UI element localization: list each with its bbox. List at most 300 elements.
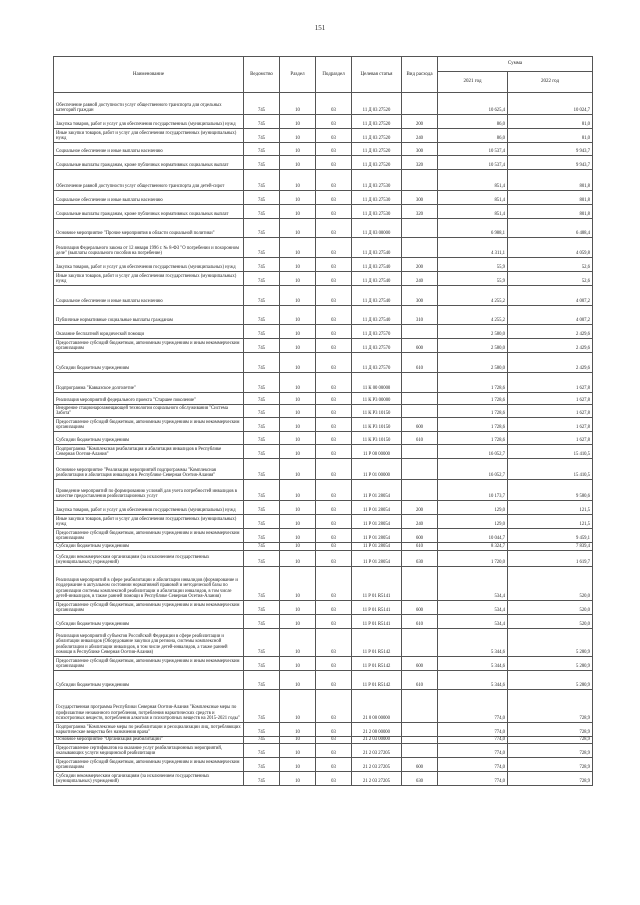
row-department-cell: 745: [244, 93, 280, 115]
row-target-cell: 21 2 00 00000: [352, 723, 402, 737]
row-year1-cell: 1 728,6: [438, 393, 508, 405]
row-expense-type-cell: 600: [402, 339, 438, 353]
row-target-cell: 11 Д 03 27540: [352, 272, 402, 286]
row-name-cell: Государственная программа Республики Северная Осетия-Алания "Комплексные меры по профилактике незаконного потребления, потребления наркотических средств и психотропных веществ, потребления алкоголя и психотропных веществ на 2015-2021 годы": [54, 690, 244, 723]
row-year2-cell: 4 059,8: [508, 238, 593, 258]
row-year2-cell: 9 580,6: [508, 480, 593, 501]
row-year1-cell: 534,4: [438, 601, 508, 615]
row-subsection-cell: 03: [316, 543, 352, 551]
row-department-cell: 745: [244, 737, 280, 744]
row-year2-cell: 5 280,9: [508, 629, 593, 657]
row-expense-type-cell: 600: [402, 601, 438, 615]
row-year2-cell: 728,9: [508, 772, 593, 786]
row-subsection-cell: 03: [316, 629, 352, 657]
row-subsection-cell: 03: [316, 432, 352, 445]
row-section-cell: 10: [280, 551, 316, 567]
row-year2-cell: 2 429,6: [508, 325, 593, 339]
row-subsection-cell: 03: [316, 170, 352, 191]
row-section-cell: 10: [280, 353, 316, 373]
table-row: [54, 258, 593, 272]
row-subsection-cell: 03: [316, 772, 352, 786]
row-subsection-cell: 03: [316, 353, 352, 373]
row-year2-cell: 1 627,8: [508, 373, 593, 393]
header-year2: 2022 год: [508, 72, 593, 93]
row-year2-cell: 1 627,8: [508, 432, 593, 445]
row-target-cell: 11 К P3 10150: [352, 432, 402, 445]
table-row: [54, 601, 593, 615]
row-target-cell: 11 Р 01 R5141: [352, 567, 402, 601]
row-name-cell: Основное мероприятие "Прочие мероприятия в области социальной политики": [54, 219, 244, 238]
row-year1-cell: 774,0: [438, 744, 508, 758]
row-subsection-cell: 03: [316, 445, 352, 459]
row-year1-cell: 10 173,7: [438, 480, 508, 501]
table-row: [54, 115, 593, 129]
row-target-cell: 11 Р 01 R5141: [352, 601, 402, 615]
row-expense-type-cell: 600: [402, 758, 438, 772]
row-subsection-cell: 03: [316, 325, 352, 339]
table-row: [54, 567, 593, 601]
row-expense-type-cell: 300: [402, 143, 438, 156]
row-subsection-cell: 03: [316, 690, 352, 723]
row-section-cell: 10: [280, 601, 316, 615]
row-year2-cell: 5 280,9: [508, 657, 593, 671]
row-section-cell: 10: [280, 529, 316, 543]
row-subsection-cell: 03: [316, 339, 352, 353]
row-target-cell: 11 К 00 00000: [352, 373, 402, 393]
row-expense-type-cell: 320: [402, 156, 438, 170]
row-year1-cell: 10 625,4: [438, 93, 508, 115]
row-department-cell: 745: [244, 129, 280, 143]
row-section-cell: 10: [280, 129, 316, 143]
header-section: Раздел: [280, 57, 316, 93]
row-section-cell: 10: [280, 143, 316, 156]
row-subsection-cell: 03: [316, 143, 352, 156]
row-subsection-cell: 03: [316, 129, 352, 143]
row-year1-cell: 1 728,6: [438, 405, 508, 418]
row-name-cell: Основное мероприятие "Реализация мероприятий подпрограммы "Комплексная реабилитация и абилитация инвалидов в Республике Северная Осетия-Алания": [54, 459, 244, 480]
row-section-cell: 10: [280, 690, 316, 723]
row-name-cell: Внедрение стационарозамещающей технологии социального обслуживания "Система Забота": [54, 405, 244, 418]
row-department-cell: 745: [244, 543, 280, 551]
table-row: [54, 219, 593, 238]
row-department-cell: 745: [244, 567, 280, 601]
row-department-cell: 745: [244, 501, 280, 515]
row-subsection-cell: 03: [316, 501, 352, 515]
row-target-cell: 11 Д 03 27570: [352, 339, 402, 353]
row-year1-cell: 774,0: [438, 737, 508, 744]
row-target-cell: 11 Р 01 28054: [352, 543, 402, 551]
row-department-cell: 745: [244, 432, 280, 445]
row-target-cell: 21 2 03 00000: [352, 737, 402, 744]
row-year1-cell: 1 728,6: [438, 373, 508, 393]
row-name-cell: Субсидии некоммерческим организациям (за исключением государственных (муниципальных) учреждений): [54, 772, 244, 786]
row-subsection-cell: 03: [316, 272, 352, 286]
row-department-cell: 745: [244, 373, 280, 393]
row-year2-cell: 4 007,2: [508, 306, 593, 325]
row-year1-cell: 4 311,1: [438, 238, 508, 258]
row-year1-cell: 6 988,1: [438, 219, 508, 238]
row-year1-cell: 851,4: [438, 205, 508, 219]
row-target-cell: 11 Д 03 27520: [352, 93, 402, 115]
row-department-cell: 745: [244, 515, 280, 529]
row-year1-cell: 534,4: [438, 615, 508, 629]
row-subsection-cell: 03: [316, 723, 352, 737]
header-year1: 2021 год: [438, 72, 508, 93]
row-name-cell: Субсидии некоммерческим организациям (за исключением государственных (муниципальных) учреждений): [54, 551, 244, 567]
row-year2-cell: 520,0: [508, 615, 593, 629]
row-year2-cell: 5 280,9: [508, 671, 593, 690]
row-year1-cell: 129,0: [438, 515, 508, 529]
budget-table: [53, 56, 593, 786]
row-department-cell: 745: [244, 325, 280, 339]
row-target-cell: 21 2 03 27205: [352, 744, 402, 758]
row-expense-type-cell: 600: [402, 418, 438, 432]
row-subsection-cell: 03: [316, 286, 352, 306]
row-section-cell: 10: [280, 758, 316, 772]
table-row: [54, 170, 593, 191]
row-target-cell: 11 К P3 00000: [352, 393, 402, 405]
row-year2-cell: 6 488,4: [508, 219, 593, 238]
row-year2-cell: 81,0: [508, 129, 593, 143]
table-row: [54, 737, 593, 744]
table-row: [54, 205, 593, 219]
row-name-cell: Реализация Федерального закона от 12 января 1996 г. № 8-ФЗ "О погребении и похоронном деле" (выплаты социального пособия на погребение): [54, 238, 244, 258]
row-target-cell: 11 Д 03 27520: [352, 156, 402, 170]
row-section-cell: 10: [280, 501, 316, 515]
table-row: [54, 445, 593, 459]
row-department-cell: 745: [244, 772, 280, 786]
row-year2-cell: 520,0: [508, 601, 593, 615]
row-name-cell: Предоставление субсидий бюджетным, автономным учреждениям и иным некоммерческим организациям: [54, 418, 244, 432]
row-year2-cell: 728,9: [508, 744, 593, 758]
row-target-cell: 11 Р 01 28054: [352, 480, 402, 501]
row-year1-cell: 10 537,4: [438, 156, 508, 170]
row-year2-cell: 728,9: [508, 723, 593, 737]
row-name-cell: Субсидии бюджетным учреждениям: [54, 615, 244, 629]
row-section-cell: 10: [280, 325, 316, 339]
table-row: [54, 418, 593, 432]
row-year1-cell: 5 344,6: [438, 629, 508, 657]
row-target-cell: 11 Р 01 28054: [352, 551, 402, 567]
row-subsection-cell: 03: [316, 373, 352, 393]
row-section-cell: 10: [280, 405, 316, 418]
row-name-cell: Закупка товаров, работ и услуг для обеспечения государственных (муниципальных) нужд: [54, 115, 244, 129]
row-name-cell: Предоставление сертификатов на оказание услуг реабилитационных мероприятий, оказывающих услуги медицинской реабилитации: [54, 744, 244, 758]
row-name-cell: Подпрограмма "Комплексная реабилитация и абилитация инвалидов в Республике Северная Осетия-Алания": [54, 445, 244, 459]
row-section-cell: 10: [280, 306, 316, 325]
row-year1-cell: 5 344,6: [438, 657, 508, 671]
row-target-cell: 11 Д 03 27530: [352, 170, 402, 191]
table-row: [54, 551, 593, 567]
row-section-cell: 10: [280, 445, 316, 459]
row-year1-cell: 16 052,7: [438, 459, 508, 480]
row-name-cell: Социальное обеспечение и иные выплаты населению: [54, 143, 244, 156]
row-year1-cell: 10 044,7: [438, 529, 508, 543]
row-section-cell: 10: [280, 543, 316, 551]
row-department-cell: 745: [244, 272, 280, 286]
row-year1-cell: 774,0: [438, 772, 508, 786]
table-row: [54, 758, 593, 772]
row-year1-cell: 1 728,6: [438, 418, 508, 432]
header-department: Ведомство: [244, 57, 280, 93]
row-section-cell: 10: [280, 339, 316, 353]
row-name-cell: Основное мероприятие "Организация реабилитации": [54, 737, 244, 744]
row-target-cell: 11 Р 01 28054: [352, 529, 402, 543]
row-target-cell: 11 Д 03 27530: [352, 205, 402, 219]
row-name-cell: Публичные нормативные социальные выплаты гражданам: [54, 306, 244, 325]
row-year1-cell: 55,9: [438, 272, 508, 286]
row-year1-cell: 1 728,6: [438, 432, 508, 445]
row-department-cell: 745: [244, 551, 280, 567]
row-name-cell: Оказание бесплатной юридической помощи: [54, 325, 244, 339]
row-year2-cell: 801,8: [508, 191, 593, 205]
row-year2-cell: 7 839,4: [508, 543, 593, 551]
row-section-cell: 10: [280, 191, 316, 205]
row-expense-type-cell: 310: [402, 306, 438, 325]
row-subsection-cell: 03: [316, 459, 352, 480]
row-subsection-cell: 03: [316, 515, 352, 529]
table-row: [54, 143, 593, 156]
row-target-cell: 21 0 00 00000: [352, 690, 402, 723]
row-section-cell: 10: [280, 744, 316, 758]
row-department-cell: 745: [244, 690, 280, 723]
row-expense-type-cell: [402, 737, 438, 744]
row-section-cell: 10: [280, 272, 316, 286]
row-subsection-cell: 03: [316, 737, 352, 744]
row-name-cell: Подпрограмма "Комплексные меры по реабилитации и ресоциализации лиц, потребляющих наркотические вещества без назначения врача": [54, 723, 244, 737]
row-subsection-cell: 03: [316, 156, 352, 170]
row-name-cell: Субсидии бюджетным учреждениям: [54, 543, 244, 551]
row-expense-type-cell: 630: [402, 551, 438, 567]
row-subsection-cell: 03: [316, 306, 352, 325]
row-section-cell: 10: [280, 205, 316, 219]
row-target-cell: 11 Д 03 27520: [352, 143, 402, 156]
table-header: [54, 57, 593, 93]
table-row: [54, 629, 593, 657]
row-expense-type-cell: [402, 480, 438, 501]
row-department-cell: 745: [244, 723, 280, 737]
row-section-cell: 10: [280, 238, 316, 258]
row-target-cell: 11 Р 00 00000: [352, 445, 402, 459]
table-row: [54, 671, 593, 690]
row-year2-cell: 9 943,7: [508, 156, 593, 170]
row-name-cell: Иные закупки товаров, работ и услуг для обеспечения государственных (муниципальных) нужд: [54, 515, 244, 529]
row-expense-type-cell: [402, 373, 438, 393]
row-name-cell: Социальные выплаты гражданам, кроме публичных нормативных социальных выплат: [54, 205, 244, 219]
row-name-cell: Социальные выплаты гражданам, кроме публичных нормативных социальных выплат: [54, 156, 244, 170]
table-row: [54, 272, 593, 286]
row-department-cell: 745: [244, 258, 280, 272]
row-subsection-cell: 03: [316, 205, 352, 219]
row-subsection-cell: 03: [316, 551, 352, 567]
row-expense-type-cell: [402, 459, 438, 480]
row-department-cell: 745: [244, 219, 280, 238]
row-target-cell: 11 Р 01 28054: [352, 515, 402, 529]
row-section-cell: 10: [280, 156, 316, 170]
table-row: [54, 156, 593, 170]
row-target-cell: 11 Д 03 27530: [352, 191, 402, 205]
row-section-cell: 10: [280, 170, 316, 191]
row-subsection-cell: 03: [316, 219, 352, 238]
row-department-cell: 745: [244, 306, 280, 325]
row-section-cell: 10: [280, 515, 316, 529]
row-expense-type-cell: 610: [402, 432, 438, 445]
row-section-cell: 10: [280, 258, 316, 272]
row-expense-type-cell: 200: [402, 115, 438, 129]
row-department-cell: 745: [244, 286, 280, 306]
row-year1-cell: 851,4: [438, 170, 508, 191]
row-year2-cell: 121,5: [508, 515, 593, 529]
row-subsection-cell: 03: [316, 393, 352, 405]
row-section-cell: 10: [280, 93, 316, 115]
row-name-cell: Иные закупки товаров, работ и услуг для обеспечения государственных (муниципальных) нужд: [54, 129, 244, 143]
row-name-cell: Закупка товаров, работ и услуг для обеспечения государственных (муниципальных) нужд: [54, 501, 244, 515]
row-expense-type-cell: [402, 445, 438, 459]
row-name-cell: Субсидии бюджетным учреждениям: [54, 432, 244, 445]
table-row: [54, 339, 593, 353]
row-section-cell: 10: [280, 567, 316, 601]
row-expense-type-cell: [402, 238, 438, 258]
row-target-cell: 11 Р 01 R5141: [352, 615, 402, 629]
row-section-cell: 10: [280, 615, 316, 629]
row-subsection-cell: 03: [316, 567, 352, 601]
row-expense-type-cell: 320: [402, 205, 438, 219]
row-year2-cell: 52,6: [508, 258, 593, 272]
row-year2-cell: 52,6: [508, 272, 593, 286]
row-expense-type-cell: [402, 393, 438, 405]
row-year2-cell: 2 429,6: [508, 353, 593, 373]
row-subsection-cell: 03: [316, 405, 352, 418]
row-year2-cell: 1 627,8: [508, 393, 593, 405]
row-department-cell: 745: [244, 671, 280, 690]
header-subsection: Подраздел: [316, 57, 352, 93]
row-expense-type-cell: 610: [402, 671, 438, 690]
row-expense-type-cell: [402, 629, 438, 657]
row-expense-type-cell: 240: [402, 129, 438, 143]
row-expense-type-cell: 300: [402, 191, 438, 205]
row-target-cell: 11 Р 01 R5142: [352, 671, 402, 690]
row-target-cell: 11 Д 03 27520: [352, 129, 402, 143]
row-subsection-cell: 03: [316, 601, 352, 615]
row-name-cell: Предоставление субсидий бюджетным, автономным учреждениям и иным некоммерческим организациям: [54, 758, 244, 772]
table-row: [54, 480, 593, 501]
row-subsection-cell: 03: [316, 258, 352, 272]
row-expense-type-cell: 200: [402, 501, 438, 515]
row-target-cell: 11 Д 03 27540: [352, 286, 402, 306]
row-target-cell: 11 Д 03 27540: [352, 306, 402, 325]
row-target-cell: 11 Д 03 27540: [352, 258, 402, 272]
row-target-cell: 11 Д 03 27540: [352, 238, 402, 258]
row-year1-cell: 10 537,4: [438, 143, 508, 156]
row-section-cell: 10: [280, 286, 316, 306]
row-year1-cell: 86,0: [438, 129, 508, 143]
row-expense-type-cell: [402, 93, 438, 115]
table-row: [54, 286, 593, 306]
row-year2-cell: 1 619,7: [508, 551, 593, 567]
row-department-cell: 745: [244, 445, 280, 459]
row-expense-type-cell: [402, 170, 438, 191]
row-department-cell: 745: [244, 339, 280, 353]
table-row: [54, 744, 593, 758]
row-target-cell: 11 Р 01 28054: [352, 501, 402, 515]
row-year1-cell: 8 324,7: [438, 543, 508, 551]
header-expense-type: Вид расхода: [402, 57, 438, 93]
row-target-cell: 11 Д 03 27520: [352, 115, 402, 129]
row-year2-cell: 15 410,5: [508, 445, 593, 459]
row-section-cell: 10: [280, 737, 316, 744]
row-subsection-cell: 03: [316, 671, 352, 690]
row-name-cell: Социальное обеспечение и иные выплаты населению: [54, 286, 244, 306]
row-year2-cell: 728,9: [508, 758, 593, 772]
row-year1-cell: 534,4: [438, 567, 508, 601]
header-amount: Сумма: [438, 57, 593, 72]
row-department-cell: 745: [244, 170, 280, 191]
row-department-cell: 745: [244, 529, 280, 543]
row-year1-cell: 5 344,6: [438, 671, 508, 690]
row-year2-cell: 728,9: [508, 737, 593, 744]
row-year1-cell: 4 255,2: [438, 306, 508, 325]
row-year2-cell: 520,0: [508, 567, 593, 601]
row-department-cell: 745: [244, 238, 280, 258]
table-row: [54, 723, 593, 737]
row-subsection-cell: 03: [316, 93, 352, 115]
page-number: 151: [314, 24, 326, 32]
row-year2-cell: 9 943,7: [508, 143, 593, 156]
row-year2-cell: 9 459,1: [508, 529, 593, 543]
table-row: [54, 129, 593, 143]
row-subsection-cell: 03: [316, 480, 352, 501]
row-expense-type-cell: 610: [402, 543, 438, 551]
row-department-cell: 745: [244, 480, 280, 501]
row-expense-type-cell: 300: [402, 286, 438, 306]
row-expense-type-cell: 610: [402, 353, 438, 373]
row-subsection-cell: 03: [316, 418, 352, 432]
row-expense-type-cell: 600: [402, 529, 438, 543]
table-row: [54, 515, 593, 529]
row-year2-cell: 10 024,7: [508, 93, 593, 115]
row-year2-cell: 81,0: [508, 115, 593, 129]
row-section-cell: 10: [280, 772, 316, 786]
row-name-cell: Подпрограмма "Кавказское долголетие": [54, 373, 244, 393]
row-name-cell: Обеспечение равной доступности услуг общественного транспорта для отдельных категорий граждан: [54, 93, 244, 115]
row-section-cell: 10: [280, 219, 316, 238]
row-year1-cell: 129,0: [438, 501, 508, 515]
row-year1-cell: 774,0: [438, 723, 508, 737]
row-year1-cell: 774,0: [438, 758, 508, 772]
row-department-cell: 745: [244, 629, 280, 657]
row-target-cell: 11 Д 03 27570: [352, 325, 402, 339]
table-row: [54, 615, 593, 629]
row-year2-cell: 801,8: [508, 205, 593, 219]
row-year1-cell: 1 720,0: [438, 551, 508, 567]
row-name-cell: Субсидии бюджетным учреждениям: [54, 671, 244, 690]
row-section-cell: 10: [280, 418, 316, 432]
row-year1-cell: 55,9: [438, 258, 508, 272]
row-target-cell: 21 2 03 27205: [352, 758, 402, 772]
table-row: [54, 657, 593, 671]
row-name-cell: Реализация мероприятий в сфере реабилитации и абилитации инвалидов (формирование и поддержание в актуальном состоянии нормативной правовой и методической базы по организации системы комплексной реабилитации и абилитации инвалидов, в том числе детей-инвалидов, в также ранней помощи в Республике Северная Осетия-Алания): [54, 567, 244, 601]
row-section-cell: 10: [280, 657, 316, 671]
row-department-cell: 745: [244, 657, 280, 671]
row-expense-type-cell: [402, 405, 438, 418]
table-row: [54, 238, 593, 258]
table-row: [54, 93, 593, 115]
row-year1-cell: 851,4: [438, 191, 508, 205]
row-section-cell: 10: [280, 373, 316, 393]
row-name-cell: Предоставление субсидий бюджетным, автономным учреждениям и иным некоммерческим организациям: [54, 529, 244, 543]
row-section-cell: 10: [280, 480, 316, 501]
row-section-cell: 10: [280, 629, 316, 657]
